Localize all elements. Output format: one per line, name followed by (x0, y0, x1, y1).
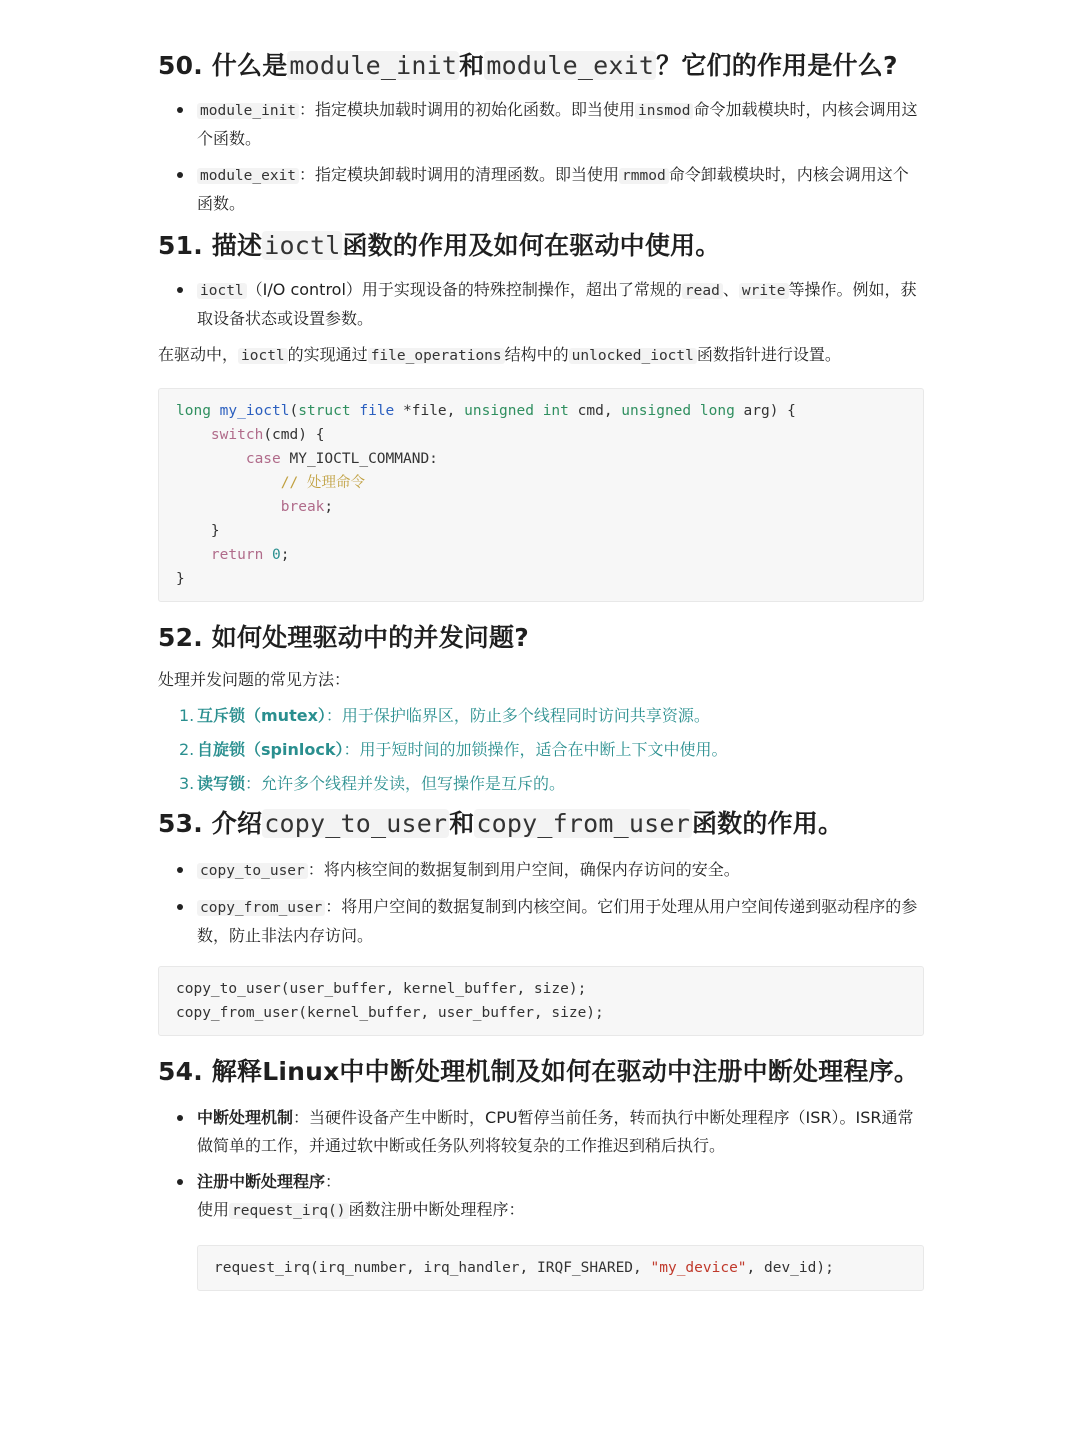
q54-code-block: request_irq(irq_number, irq_handler, IRQF_SHARED, "my_device", dev_id); (197, 1245, 924, 1291)
list-item: copy_from_user ：将用户空间的数据复制到内核空间。它们用于处理从用户空间传递到驱动程序的参数，防止非法内存访问。 (158, 893, 924, 950)
code-line: copy_from_user(kernel_buffer, user_buffer, size); (176, 1005, 604, 1021)
q50-list (158, 96, 924, 218)
list-item: 注册中断处理程序： 使用 request_irq() 函数注册中断处理程序： request_irq(irq_number, irq_handler, IRQF_SHARED, "my_device", dev_id); (158, 1168, 924, 1291)
q51-paragraph: 在驱动中， ioctl 的实现通过 file_operations 结构中的 unlocked_ioctl 函数指针进行设置。 (158, 345, 841, 364)
q52-heading: 52. 如何处理驱动中的并发问题? (158, 623, 529, 652)
q50-heading: 50. 什么是module_init和module_exit？它们的作用是什么? (158, 51, 898, 80)
q52-intro: 处理并发问题的常见方法： (158, 670, 351, 689)
q52-list (158, 702, 924, 798)
q54-list (158, 1104, 924, 1291)
q51-code-block: long my_ioctl(struct file *file, unsigned int cmd, unsigned long arg) { switch(cmd) { case MY_IOCTL_COMMAND: // 处理命令 break; } return 0; } (158, 388, 924, 602)
list-item: 中断处理机制：当硬件设备产生中断时，CPU暂停当前任务，转而执行中断处理程序（ISR）。ISR通常做简单的工作，并通过软中断或任务队列将较复杂的工作推迟到稍后执行。 (158, 1104, 924, 1160)
list-item: 2. 自旋锁（spinlock）：用于短时间的加锁操作，适合在中断上下文中使用。 (179, 740, 728, 759)
code-line: copy_to_user(user_buffer, kernel_buffer, size); (176, 981, 587, 997)
list-item: 3. 读写锁：允许多个线程并发读，但写操作是互斥的。 (179, 774, 566, 793)
q53-code-block (158, 966, 924, 1036)
q50-heading-code-init: module_init (289, 51, 458, 80)
list-item: module_init ：指定模块加载时调用的初始化函数。即当使用 insmod 命令加载模块时，内核会调用这个函数。 (158, 96, 924, 153)
q51-list (158, 276, 924, 333)
list-item: ioctl （I/O control）用于实现设备的特殊控制操作，超出了常规的 read 、 write 等操作。例如，获取设备状态或设置参数。 (158, 276, 924, 333)
q53-heading: 53. 介绍copy_to_user和copy_from_user函数的作用。 (158, 809, 844, 838)
q50-heading-code-exit: module_exit (486, 51, 655, 80)
list-item: copy_to_user ：将内核空间的数据复制到用户空间，确保内存访问的安全。 (158, 856, 924, 885)
q53-list (158, 856, 924, 950)
document-page (158, 44, 924, 1299)
q51-heading: 51. 描述ioctl函数的作用及如何在驱动中使用。 (158, 231, 721, 260)
list-item: module_exit ：指定模块卸载时调用的清理函数。即当使用 rmmod 命令卸载模块时，内核会调用这个函数。 (158, 161, 924, 218)
q54-heading: 54. 解释Linux中中断处理机制及如何在驱动中注册中断处理程序。 (158, 1057, 920, 1086)
list-item: 1. 互斥锁（mutex）：用于保护临界区，防止多个线程同时访问共享资源。 (179, 706, 710, 725)
